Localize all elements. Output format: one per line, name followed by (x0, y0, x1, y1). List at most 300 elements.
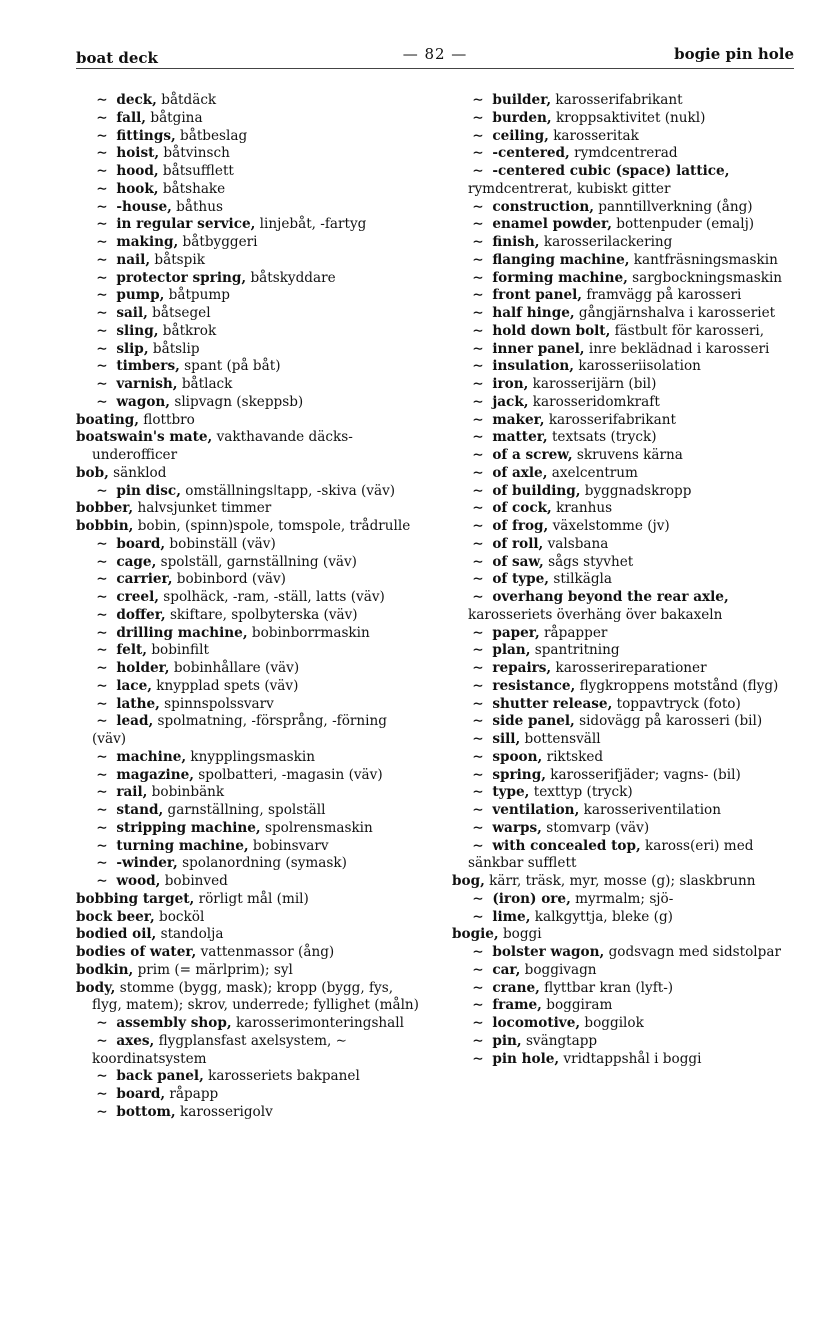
tilde-icon: ∼ (472, 464, 484, 481)
subentry (452, 891, 802, 909)
entry-translation: boggi (498, 926, 542, 943)
entry-translation: båtsufflett (158, 163, 234, 179)
entry-translation: karosseridomkraft (528, 393, 660, 410)
entry-translation: båtspik (150, 251, 205, 268)
entry-term: bobbin, (76, 518, 134, 534)
subentry (76, 571, 421, 589)
subentry (76, 873, 421, 891)
entry-translation: knypplingsmaskin (186, 748, 315, 765)
entry-term: half hinge, (492, 305, 575, 321)
entry-translation: båtbyggeri (178, 234, 258, 250)
left-column (76, 92, 421, 1122)
subentry (452, 784, 802, 802)
entry-term: varnish, (116, 376, 178, 392)
headword-entry (76, 909, 421, 927)
tilde-icon: ∼ (472, 322, 484, 339)
entry-term: pump, (116, 287, 165, 304)
tilde-icon: ∼ (472, 411, 484, 428)
entry-translation: spolbatteri, -magasin (väv) (193, 766, 383, 783)
tilde-icon: ∼ (472, 92, 484, 108)
subentry (452, 429, 802, 447)
subentry (76, 678, 421, 696)
subentry (452, 1015, 802, 1033)
entry-translation: linjebåt, -fartyg (255, 216, 367, 233)
entry-translation: karosseritak (548, 127, 639, 144)
subentry (452, 412, 802, 430)
entry-translation: karosseriventilation (579, 802, 721, 818)
subentry (76, 607, 421, 625)
entry-translation: båtslip (148, 340, 200, 357)
subentry (76, 376, 421, 394)
entry-term: of a screw, (492, 447, 573, 463)
entry-term: overhang beyond the rear axle, (492, 589, 729, 605)
subentry (76, 660, 421, 678)
subentry (76, 820, 421, 838)
tilde-icon: ∼ (472, 234, 484, 250)
entry-term: inner panel, (492, 340, 585, 357)
subentry (76, 855, 421, 873)
tilde-icon: ∼ (96, 1086, 108, 1102)
subentry (452, 980, 802, 998)
subentry (76, 358, 421, 376)
tilde-icon: ∼ (472, 802, 484, 818)
entry-translation: spolmatning, -försprång, -förning (väv) (92, 713, 387, 747)
entry-translation: sågs styvhet (543, 553, 634, 570)
entry-translation: knypplad spets (väv) (151, 677, 299, 694)
entry-translation: båthus (171, 198, 223, 215)
subentry (452, 571, 802, 589)
subentry (76, 554, 421, 572)
right-column (452, 92, 802, 1068)
entry-translation: båtbeslag (175, 127, 248, 144)
subentry (452, 678, 802, 696)
entry-term: paper, (492, 624, 540, 641)
subentry (76, 589, 421, 607)
entry-translation: flygplansfast axelsystem, ∼ koordinatsystem (92, 1032, 348, 1067)
entry-term: axes, (116, 1032, 155, 1049)
tilde-icon: ∼ (96, 358, 108, 375)
entry-term: front panel, (492, 287, 583, 304)
page-number: — 82 — (402, 45, 468, 63)
entry-term: matter, (492, 429, 548, 446)
entry-translation: spolanordning (symask) (177, 855, 347, 872)
entry-term: of building, (492, 482, 581, 499)
entry-translation: spinnspolssvarv (159, 695, 274, 712)
subentry (76, 642, 421, 660)
entry-translation: karosseriets bakpanel (203, 1068, 360, 1085)
tilde-icon: ∼ (96, 571, 108, 588)
entry-translation: kaross(eri) med sänkbar sufflett (468, 837, 754, 872)
entry-term: timbers, (116, 358, 180, 375)
tilde-icon: ∼ (96, 624, 108, 641)
entry-term: hook, (116, 180, 159, 197)
tilde-icon: ∼ (472, 713, 484, 730)
entry-term: of axle, (492, 464, 548, 481)
entry-translation: karosserireparationer (551, 660, 707, 676)
tilde-icon: ∼ (472, 944, 484, 960)
entry-translation: stomme (bygg, mask); kropp (bygg, fys, flyg, matem); skrov, underrede; fyllighet (måln) (92, 979, 419, 1014)
tilde-icon: ∼ (96, 216, 108, 233)
tilde-icon: ∼ (472, 145, 484, 162)
subentry (76, 145, 421, 163)
entry-term: with concealed top, (492, 837, 641, 854)
entry-translation: karosserifjäder; vagns- (bil) (545, 766, 741, 783)
entry-term: doffer, (116, 606, 166, 623)
subentry (452, 909, 802, 927)
entry-term: bolster wagon, (492, 944, 605, 960)
entry-term: carrier, (116, 571, 173, 588)
subentry (452, 589, 802, 625)
headword-entry (76, 412, 421, 430)
tilde-icon: ∼ (472, 163, 484, 179)
tilde-icon: ∼ (472, 997, 484, 1014)
tilde-icon: ∼ (96, 198, 108, 215)
subentry (76, 92, 421, 110)
entry-term: of type, (492, 571, 550, 588)
entry-term: lime, (492, 908, 531, 925)
subentry (452, 944, 802, 962)
subentry (76, 625, 421, 643)
entry-term: -centered cubic (space) lattice, (492, 163, 730, 179)
entry-translation: stilkägla (549, 571, 612, 588)
entry-term: back panel, (116, 1068, 204, 1085)
tilde-icon: ∼ (472, 890, 484, 907)
entry-translation: båtsegel (147, 305, 211, 321)
entry-term: of cock, (492, 500, 552, 517)
subentry (76, 252, 421, 270)
subentry (452, 820, 802, 838)
tilde-icon: ∼ (472, 305, 484, 321)
entry-term: sling, (116, 322, 159, 339)
entry-translation: båtshake (158, 180, 226, 197)
subentry (76, 341, 421, 359)
tilde-icon: ∼ (96, 145, 108, 162)
entry-term: car, (492, 961, 521, 978)
tilde-icon: ∼ (472, 287, 484, 304)
entry-term: turning machine, (116, 837, 249, 854)
entry-term: wood, (116, 873, 161, 889)
entry-term: (iron) ore, (492, 890, 571, 907)
entry-translation: båtdäck (156, 92, 217, 108)
tilde-icon: ∼ (96, 1068, 108, 1085)
subentry (76, 767, 421, 785)
tilde-icon: ∼ (472, 1032, 484, 1049)
tilde-icon: ∼ (96, 287, 108, 304)
entry-term: of frog, (492, 518, 549, 534)
subentry (452, 660, 802, 678)
entry-term: boating, (76, 411, 139, 428)
subentry (452, 341, 802, 359)
tilde-icon: ∼ (96, 1015, 108, 1031)
entry-term: bogie, (452, 926, 499, 943)
tilde-icon: ∼ (472, 251, 484, 268)
entry-translation: bocköl (154, 908, 205, 925)
entry-translation: omställningsǀtapp, -skiva (väv) (180, 482, 396, 499)
headword-entry (76, 980, 421, 1016)
entry-translation: rörligt mål (mil) (194, 890, 309, 907)
entry-term: of saw, (492, 553, 544, 570)
entry-translation: bobinbänk (147, 784, 225, 801)
tilde-icon: ∼ (472, 837, 484, 854)
entry-translation: bobinbord (väv) (172, 571, 286, 588)
entry-term: bodied oil, (76, 926, 157, 943)
tilde-icon: ∼ (96, 340, 108, 357)
entry-translation: spolrensmaskin (260, 819, 373, 836)
entry-translation: framvägg på karosseri (582, 287, 742, 304)
tilde-icon: ∼ (96, 784, 108, 801)
entry-translation: båtkrok (158, 322, 217, 339)
tilde-icon: ∼ (472, 127, 484, 144)
entry-translation: bobinsvarv (248, 837, 329, 854)
tilde-icon: ∼ (472, 518, 484, 534)
entry-term: construction, (492, 198, 594, 215)
entry-term: type, (492, 784, 530, 801)
entry-translation: boggiram (541, 997, 613, 1014)
tilde-icon: ∼ (96, 855, 108, 872)
entry-translation: toppavtryck (foto) (612, 695, 741, 712)
headword-entry (76, 465, 421, 483)
entry-term: bog, (452, 873, 485, 889)
tilde-icon: ∼ (96, 180, 108, 197)
subentry (76, 110, 421, 128)
subentry (452, 713, 802, 731)
tilde-icon: ∼ (472, 358, 484, 375)
entry-term: -winder, (116, 855, 178, 872)
entry-translation: textsats (tryck) (547, 429, 657, 446)
subentry (452, 767, 802, 785)
entry-term: in regular service, (116, 216, 256, 233)
entry-translation: kranhus (551, 500, 613, 517)
subentry (452, 625, 802, 643)
subentry (76, 802, 421, 820)
subentry (76, 838, 421, 856)
subentry (76, 784, 421, 802)
tilde-icon: ∼ (96, 305, 108, 321)
entry-translation: kärr, träsk, myr, mosse (g); slaskbrunn (484, 873, 756, 889)
entry-translation: fästbult för karosseri, (610, 322, 765, 339)
subentry (452, 554, 802, 572)
subentry (452, 128, 802, 146)
subentry (452, 270, 802, 288)
subentry (452, 731, 802, 749)
entry-term: enamel powder, (492, 216, 612, 233)
tilde-icon: ∼ (96, 92, 108, 108)
entry-term: pin, (492, 1032, 522, 1049)
entry-term: board, (116, 535, 166, 552)
tilde-icon: ∼ (96, 766, 108, 783)
entry-translation: svängtapp (521, 1032, 598, 1049)
entry-term: insulation, (492, 358, 575, 375)
tilde-icon: ∼ (96, 660, 108, 676)
entry-translation: vakthavande däcksunderofficer (92, 429, 353, 463)
entry-term: board, (116, 1086, 166, 1102)
tilde-icon: ∼ (96, 606, 108, 623)
entry-translation: flygkroppens motstånd (flyg) (575, 677, 779, 694)
subentry (76, 270, 421, 288)
tilde-icon: ∼ (96, 127, 108, 144)
subentry (452, 252, 802, 270)
subentry (452, 145, 802, 163)
subentry (452, 234, 802, 252)
entry-translation: spolställ, garnställning (väv) (156, 553, 357, 570)
entry-translation: standolja (156, 926, 224, 943)
entry-translation: bobinställ (väv) (165, 535, 276, 552)
entry-translation: båtskyddare (246, 269, 336, 286)
tilde-icon: ∼ (96, 713, 108, 730)
subentry (76, 1086, 421, 1104)
entry-translation: kalkgyttja, bleke (g) (530, 908, 673, 925)
headword-entry (76, 944, 421, 962)
entry-term: deck, (116, 92, 157, 108)
entry-term: of roll, (492, 535, 544, 552)
tilde-icon: ∼ (472, 766, 484, 783)
tilde-icon: ∼ (96, 553, 108, 570)
tilde-icon: ∼ (96, 873, 108, 889)
entry-translation: karosseriisolation (574, 358, 701, 375)
tilde-icon: ∼ (96, 819, 108, 836)
subentry (452, 163, 802, 199)
header-right-guideword: bogie pin hole (674, 45, 794, 63)
tilde-icon: ∼ (96, 677, 108, 694)
entry-term: bodkin, (76, 961, 134, 978)
subentry (76, 1015, 421, 1033)
tilde-icon: ∼ (96, 251, 108, 268)
entry-term: fittings, (116, 127, 176, 144)
entry-term: lead, (116, 713, 154, 730)
subentry (76, 163, 421, 181)
header-rule (76, 68, 794, 69)
entry-translation: vattenmassor (ång) (196, 944, 335, 960)
entry-term: -house, (116, 198, 172, 215)
entry-term: spoon, (492, 748, 543, 765)
subentry (76, 749, 421, 767)
entry-term: maker, (492, 411, 545, 428)
entry-translation: stomvarp (väv) (541, 819, 650, 836)
entry-term: body, (76, 979, 116, 996)
entry-translation: boggilok (580, 1015, 644, 1031)
entry-term: frame, (492, 997, 542, 1014)
subentry (76, 305, 421, 323)
entry-term: fall, (116, 109, 147, 126)
entry-translation: inre beklädnad i karosseri (584, 340, 770, 357)
entry-term: plan, (492, 642, 531, 659)
entry-translation: bobinhållare (väv) (169, 660, 300, 676)
entry-translation: spantritning (530, 642, 620, 659)
subentry (452, 1033, 802, 1051)
subentry (452, 518, 802, 536)
entry-term: stand, (116, 802, 164, 818)
entry-translation: båtgina (146, 109, 203, 126)
entry-term: -centered, (492, 145, 570, 162)
entry-translation: skiftare, spolbyterska (väv) (165, 606, 358, 623)
entry-term: pin disc, (116, 482, 181, 499)
subentry (452, 500, 802, 518)
subentry (76, 1068, 421, 1086)
tilde-icon: ∼ (96, 322, 108, 339)
subentry (76, 696, 421, 714)
tilde-icon: ∼ (472, 731, 484, 747)
subentry (452, 536, 802, 554)
entry-term: builder, (492, 92, 552, 108)
entry-translation: karosseriets överhäng över bakaxeln (468, 606, 723, 623)
entry-translation: råpapp (165, 1086, 219, 1102)
tilde-icon: ∼ (472, 269, 484, 286)
entry-term: pin hole, (492, 1050, 560, 1067)
entry-translation: rymdcentrerat, kubiskt gitter (468, 180, 671, 197)
headword-entry (76, 429, 421, 465)
subentry (452, 287, 802, 305)
subentry (452, 838, 802, 874)
subentry (452, 394, 802, 412)
entry-translation: garnställning, spolställ (163, 802, 326, 818)
entry-translation: myrmalm; sjö- (570, 890, 674, 907)
tilde-icon: ∼ (472, 340, 484, 357)
subentry (452, 376, 802, 394)
entry-term: making, (116, 234, 179, 250)
entry-translation: råpapper (539, 624, 608, 641)
entry-translation: prim (= märlprim); syl (133, 961, 293, 978)
entry-translation: axelcentrum (547, 464, 638, 481)
entry-term: warps, (492, 819, 542, 836)
entry-term: bobber, (76, 500, 134, 517)
headword-entry (76, 518, 421, 536)
entry-translation: karosserifabrikant (544, 411, 676, 428)
entry-translation: båtpump (164, 287, 230, 304)
headword-entry (452, 873, 802, 891)
entry-term: assembly shop, (116, 1015, 232, 1031)
entry-translation: byggnadskropp (580, 482, 692, 499)
entry-term: bock beer, (76, 908, 155, 925)
page-header (76, 45, 794, 67)
entry-term: resistance, (492, 677, 576, 694)
entry-translation: spolhäck, -ram, -ställ, latts (väv) (158, 589, 385, 605)
tilde-icon: ∼ (96, 163, 108, 179)
tilde-icon: ∼ (96, 1032, 108, 1049)
entry-term: forming machine, (492, 269, 628, 286)
tilde-icon: ∼ (96, 748, 108, 765)
entry-term: hood, (116, 163, 159, 179)
entry-translation: spant (på båt) (179, 358, 281, 375)
entry-translation: flyttbar kran (lyft-) (539, 979, 674, 996)
entry-translation: godsvagn med sidstolpar (604, 944, 781, 960)
tilde-icon: ∼ (472, 589, 484, 605)
entry-translation: bobin, (spinn)spole, tomspole, trådrulle (133, 518, 411, 534)
tilde-icon: ∼ (472, 1050, 484, 1067)
tilde-icon: ∼ (472, 961, 484, 978)
subentry (452, 358, 802, 376)
tilde-icon: ∼ (472, 819, 484, 836)
subentry (452, 199, 802, 217)
entry-term: nail, (116, 251, 151, 268)
entry-translation: riktsked (542, 748, 604, 765)
entry-term: bodies of water, (76, 944, 197, 960)
tilde-icon: ∼ (472, 624, 484, 641)
subentry (452, 997, 802, 1015)
entry-term: holder, (116, 660, 170, 676)
entry-term: lace, (116, 677, 152, 694)
tilde-icon: ∼ (472, 216, 484, 233)
entry-term: finish, (492, 234, 540, 250)
entry-translation: boggivagn (520, 961, 597, 978)
entry-term: crane, (492, 979, 540, 996)
subentry (76, 216, 421, 234)
tilde-icon: ∼ (472, 429, 484, 446)
entry-translation: halvsjunket timmer (133, 500, 272, 517)
entry-term: ventilation, (492, 802, 580, 818)
entry-term: bobbing target, (76, 890, 195, 907)
entry-term: jack, (492, 393, 529, 410)
entry-term: repairs, (492, 660, 552, 676)
